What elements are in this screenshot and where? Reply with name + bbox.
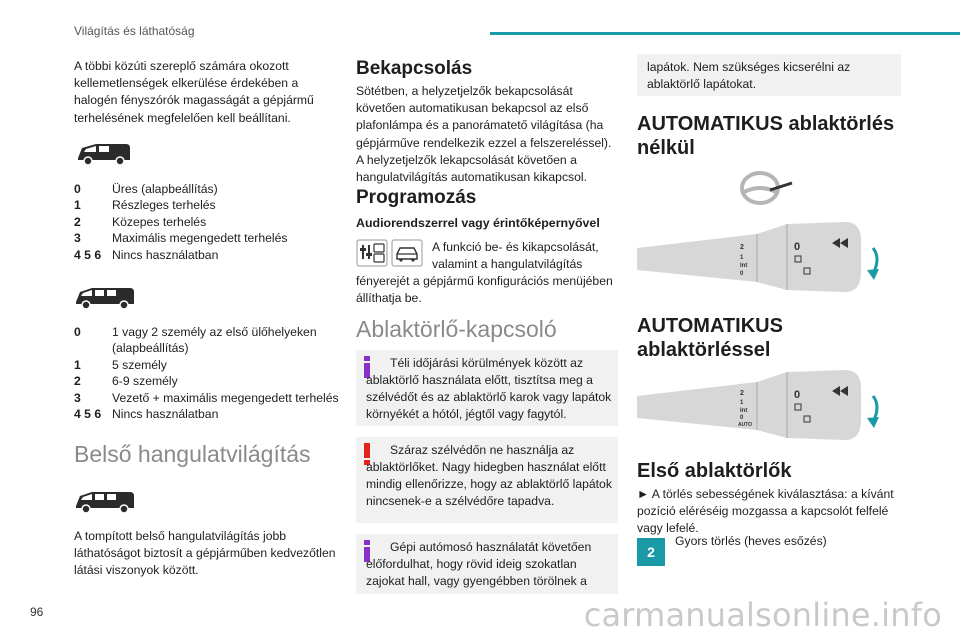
stalk-label-2: 2 [740,244,744,251]
stalk-label-1: 1 [740,400,744,406]
list-item: 1 Részleges terhelés [74,198,216,213]
audio-system-icon [356,239,388,267]
note-winter-text: Téli időjárási körülmények között az ablaktörlő használata előtt, tisztítsa meg a szélvédőt és az ablaktörlő karok vagy lapátok környékét a hótól, jégtől vagy fagytól. [366,356,612,421]
heading-with-auto-wipe: AUTOMATIKUS ablaktörléssel [637,315,783,361]
heading-without-auto-wipe: AUTOMATIKUS ablaktörlés nélkül [637,113,895,159]
list-item: 2 6-9 személy [74,374,178,389]
load-list-a [74,181,344,263]
intro-paragraph: A többi közúti szereplő számára okozott kellemetlenségek elkerülése érdekében a halogén fényszórók magasságát a gépjármű terhelésének megfelelően kell beállítani. [74,59,314,125]
position-badge-2: 2 [637,538,665,566]
heading-front-wipers: Első ablaktörlők [637,460,792,482]
programming-paragraph-a: A funkció be- és kikapcsolását, valamint a hangulatvilágítás [432,240,599,272]
note-car-wash-continued [637,54,901,96]
heading-programming: Programozás [356,187,477,208]
stalk-label-int: Int [740,263,748,269]
front-wipers-paragraph: ► A törlés sebességének kiválasztása: a kívánt pozíció eléréséig mozgassa a kapcsolót felfelé vagy lefelé. [637,487,894,536]
stalk-label-auto: AUTO [738,422,753,428]
subheading-audio-touchscreen: Audiorendszerrel vagy érintőképernyővel [356,216,600,230]
heading-wiper-switch: Ablaktörlő-kapcsoló [356,316,557,342]
note-cont-text: lapátok. Nem szükséges kicserélni az ablaktörlő lapátokat. [647,60,851,91]
list-item: 0 Üres (alapbeállítás) [74,182,218,196]
steering-wheel-icon [740,170,794,206]
list-item: 3 Vezető + maximális megengedett terhelés [74,390,339,405]
load-list-b [74,324,344,422]
note-car-wash [356,534,618,594]
stalk-label-0: 0 [740,271,744,277]
position-2-description: Gyors törlés (heves esőzés) [675,534,827,548]
interior-paragraph: A tompított belső hangulatvilágítás jobb láthatóságot biztosít a gépjárműben kedvezőtlen látási viszonyok között. [74,529,336,578]
header-section-title: Világítás és láthatóság [74,24,195,38]
van-interior-icon [74,486,136,516]
stalk-ring-label-0: 0 [794,389,801,401]
note-winter [356,350,618,426]
van-empty-icon [74,138,136,168]
switch-on-paragraph: Sötétben, a helyzetjelzők bekapcsolását követően automatikusan bekapcsol az első plafonlámpa és a panorámatető világítása (ha gépjárműve rendelkezik ezzel a felszereléssel). A helyzetjelzők lekapcsolását követően a hangulatvilágítás automatikusan kikapcsol. [356,84,612,185]
heading-switch-on: Bekapcsolás [356,58,473,79]
note-car-wash-text: Gépi autómosó használatát követően előfordulhat, hogy rövid ideig szokatlan zajokat hall, vagy gyengébben törölnek a [366,540,592,588]
list-item: 3 Maximális megengedett terhelés [74,231,288,246]
note-dry-text: Száraz szélvédőn ne használja az ablaktörlőket. Nagy hidegben használat előtt mindig ellenőrizze, hogy az ablaktörlő lapátok nincsenek-e a szélvédőre tapadva. [366,443,612,508]
list-item: 4 5 6 Nincs használatban [74,247,219,262]
van-long-icon [74,282,136,312]
watermark: carmanualsonline.info [583,596,942,634]
touchscreen-car-icon [391,239,423,267]
programming-paragraph-b: fényerejét a gépjármű konfigurációs menüjében állíthatja be. [356,274,613,306]
list-item: 1 5 személy [74,357,167,372]
header-accent-bar [490,32,960,35]
list-item: 4 5 6 Nincs használatban [74,407,219,422]
wiper-stalk-manual-diagram [637,218,887,298]
stalk-label-1: 1 [740,255,744,261]
page-number: 96 [30,605,44,619]
stalk-ring-label-0: 0 [794,241,801,253]
wiper-stalk-auto-diagram [637,366,887,446]
note-dry-windscreen [356,437,618,523]
heading-interior-lighting: Belső hangulatvilágítás [74,441,311,467]
stalk-label-0: 0 [740,415,744,421]
stalk-label-int: Int [740,408,748,414]
list-item: 0 1 vagy 2 személy az első ülőhelyeken (alapbeállítás) [74,325,317,356]
list-item: 2 Közepes terhelés [74,214,207,229]
stalk-label-2: 2 [740,390,744,397]
